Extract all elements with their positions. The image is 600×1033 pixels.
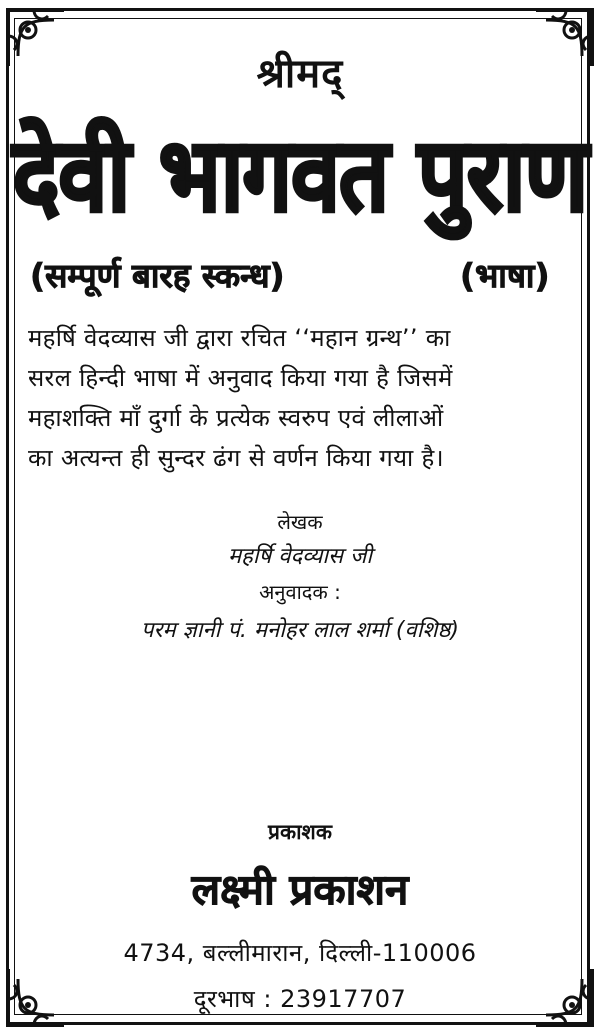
description-line: महाशक्ति माँ दुर्गा के प्रत्येक स्वरुप एवं लीलाओं <box>28 404 444 432</box>
description-paragraph <box>28 318 576 478</box>
publisher-address: 4734, बल्लीमारान, दिल्ली-110006 <box>123 939 477 967</box>
subtitle-language: (भाषा) <box>460 256 550 295</box>
publisher-name: लक्ष्मी प्रकाशन <box>191 865 409 914</box>
description-line: सरल हिन्दी भाषा में अनुवाद किया गया है जिसमें <box>28 364 453 392</box>
description-line: का अत्यन्त ही सुन्दर ढंग से वर्णन किया गया है। <box>28 444 444 472</box>
author-name: महर्षि वेदव्यास जी <box>227 544 373 569</box>
translator-label: अनुवादक : <box>259 580 341 604</box>
description-line: महर्षि वेदव्यास जी द्वारा रचित ‘‘महान ग्रन्थ’’ का <box>28 324 451 352</box>
publisher-label: प्रकाशक <box>268 820 332 844</box>
title-prefix: श्रीमद् <box>256 51 344 97</box>
publisher-phone: दूरभाष : 23917707 <box>193 985 407 1013</box>
author-label: लेखक <box>277 510 323 534</box>
subtitle-volumes: (सम्पूर्ण बारह स्कन्ध) <box>30 256 285 295</box>
book-title: देवी भागवत पुराण <box>12 115 588 235</box>
translator-name: परम ज्ञानी पं. मनोहर लाल शर्मा (वशिष्ठ) <box>141 618 459 643</box>
